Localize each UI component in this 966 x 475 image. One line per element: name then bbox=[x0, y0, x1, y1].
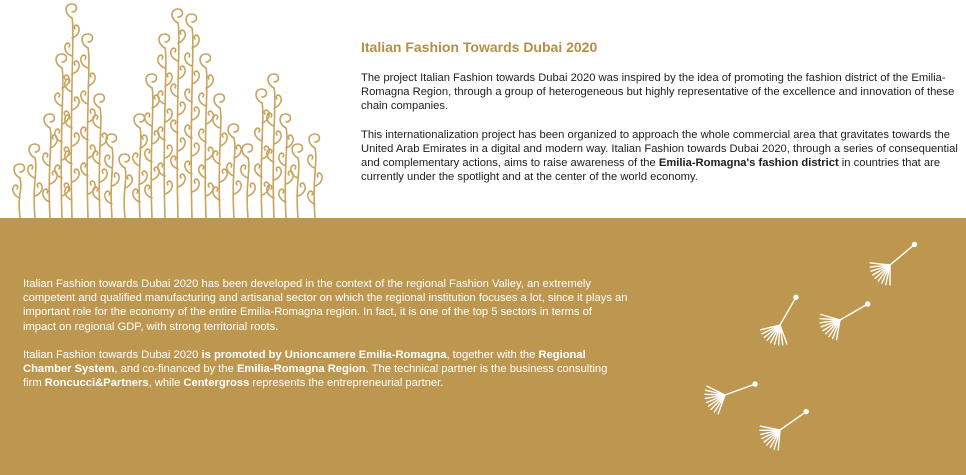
plant-leaf bbox=[35, 183, 42, 196]
plant-stem bbox=[71, 18, 73, 218]
plant-curl bbox=[44, 114, 55, 128]
plant-curl bbox=[119, 154, 130, 168]
plant-leaf bbox=[171, 84, 178, 97]
plant-leaf bbox=[105, 155, 112, 168]
plant-stem bbox=[247, 158, 249, 218]
plant-stem bbox=[87, 48, 89, 218]
plant-leaf bbox=[274, 167, 281, 180]
plant-leaf bbox=[267, 113, 274, 126]
dandelion-seed bbox=[815, 291, 877, 344]
plant-leaf bbox=[279, 153, 286, 166]
plant-leaf bbox=[213, 115, 220, 128]
plant-leaf bbox=[241, 165, 248, 178]
plant-curl bbox=[280, 114, 291, 128]
intro-paragraph-2: This internationalization project has been organized to approach the whole commercial area that gravitates towards the United Arab Emirates in a digital and modern way. Italian Fashion towards Dubai 2020, through a series of consequential and complementary actions, aims to raise awareness of the Emilia-Romagna's fashion district in countries that are currently under the spotlight and at the center of the world economy. bbox=[361, 128, 958, 184]
plant-stem bbox=[261, 103, 263, 218]
plant-leaf bbox=[315, 173, 322, 186]
plant-curl bbox=[200, 54, 211, 68]
plant-leaf bbox=[220, 169, 227, 182]
dandelion-seed bbox=[755, 399, 816, 454]
plant-stem bbox=[164, 48, 166, 218]
plant-leaf bbox=[298, 183, 305, 196]
plant-leaf bbox=[255, 128, 262, 141]
fern-plants-illustration bbox=[0, 0, 340, 218]
plant-leaf bbox=[274, 131, 281, 144]
intro-section bbox=[0, 0, 966, 218]
plant-leaf bbox=[165, 145, 172, 158]
dandelion-seed bbox=[701, 370, 762, 416]
fashion-district-highlight: Emilia-Romagna's fashion district bbox=[658, 157, 839, 170]
plant-leaf bbox=[178, 102, 185, 115]
plant-curl bbox=[214, 94, 225, 108]
plant-curl bbox=[94, 94, 105, 108]
dandelion-seed bbox=[758, 288, 811, 350]
intro-paragraph-1: The project Italian Fashion towards Dubai 2020 was inspired by the idea of promoting the fashion district of the Emilia-Romagna Region, through a group of heterogeneous but highly representative of the excellence and innovation of these chain companies. bbox=[361, 72, 955, 113]
plant-leaf bbox=[65, 43, 72, 56]
plant-leaf bbox=[165, 181, 172, 194]
plant-curl bbox=[228, 124, 239, 138]
plant-leaf bbox=[158, 55, 165, 68]
plant-curl bbox=[66, 4, 77, 18]
plant-stem bbox=[124, 168, 126, 218]
plant-stem bbox=[191, 28, 193, 218]
plant-stem bbox=[233, 138, 235, 218]
plant-curl bbox=[146, 74, 157, 88]
plant-leaf bbox=[55, 93, 62, 106]
plant-curl bbox=[29, 144, 40, 158]
plant-leaf bbox=[100, 169, 107, 182]
plant-leaf bbox=[206, 111, 213, 124]
plant-leaf bbox=[112, 173, 119, 186]
plant-leaf bbox=[81, 91, 88, 104]
plant-curl bbox=[292, 144, 303, 158]
plant-leaf bbox=[72, 97, 79, 110]
plant-leaf bbox=[248, 183, 255, 196]
plant-leaf bbox=[308, 155, 315, 168]
plant-leaf bbox=[206, 147, 213, 160]
plant-leaf bbox=[72, 133, 79, 146]
plant-curl bbox=[14, 164, 25, 178]
page-title: Italian Fashion Towards Dubai 2020 bbox=[361, 39, 598, 55]
plant-stem bbox=[139, 128, 141, 218]
plant-curl bbox=[186, 14, 197, 28]
plant-leaf bbox=[43, 153, 50, 166]
plant-curl bbox=[172, 9, 183, 23]
plant-leaf bbox=[206, 183, 213, 196]
plant-stem bbox=[49, 128, 51, 218]
plant-curl bbox=[268, 74, 279, 88]
plant-leaf bbox=[185, 53, 192, 66]
plant-stem bbox=[111, 148, 113, 218]
plant-stem bbox=[34, 158, 36, 218]
plant-leaf bbox=[192, 179, 199, 192]
plant-leaf bbox=[178, 174, 185, 187]
plant-curl bbox=[256, 89, 267, 103]
plant-leaf bbox=[192, 107, 199, 120]
plant-leaf bbox=[171, 48, 178, 61]
plant-curl bbox=[242, 144, 253, 158]
dandelion-seeds-illustration bbox=[680, 230, 966, 475]
plant-leaf bbox=[140, 171, 147, 184]
context-text bbox=[23, 277, 628, 404]
plant-leaf bbox=[185, 89, 192, 102]
context-paragraph-2: Italian Fashion towards Dubai 2020 is promoted by Unioncamere Emilia-Romagna, together with the Regional Chamber System, and co-financed by the Emilia-Romagna Region. The technical partner is the business consulting firm Roncucci&Partners, while Centergross represents the entrepreneurial partner. bbox=[23, 348, 608, 390]
intro-text bbox=[361, 71, 959, 198]
plant-leaf bbox=[192, 143, 199, 156]
plant-leaf bbox=[199, 93, 206, 106]
plant-leaf bbox=[291, 165, 298, 178]
plant-curl bbox=[106, 134, 117, 148]
plant-curl bbox=[134, 114, 145, 128]
plant-leaf bbox=[165, 109, 172, 122]
plant-leaf bbox=[81, 55, 88, 68]
plant-leaf bbox=[133, 153, 140, 166]
plant-leaf bbox=[28, 165, 35, 178]
plant-curl bbox=[82, 34, 93, 48]
plant-leaf bbox=[72, 169, 79, 182]
plant-leaf bbox=[145, 113, 152, 126]
plant-leaf bbox=[93, 115, 100, 128]
plant-curl bbox=[159, 34, 170, 48]
dandelion-seed bbox=[865, 232, 925, 289]
plant-curl bbox=[56, 54, 67, 68]
plant-stem bbox=[314, 148, 316, 218]
plant-stem bbox=[297, 158, 299, 218]
plant-leaf bbox=[234, 181, 241, 194]
plant-leaf bbox=[178, 138, 185, 151]
context-paragraph-1: Italian Fashion towards Dubai 2020 has been developed in the context of the regional Fashion Valley, an extremely competent and qualified manufacturing and artisanal sector on which the regional institution focuses a lot, since it plays an important role for the economy of the entire Emilia-Romagna region. In fact, it is one of the top 5 sectors in terms of impact on regional GDP, with strong territorial roots. bbox=[23, 278, 628, 333]
plant-stem bbox=[177, 23, 179, 218]
plant-stem bbox=[285, 128, 287, 218]
plant-curl bbox=[309, 134, 320, 148]
